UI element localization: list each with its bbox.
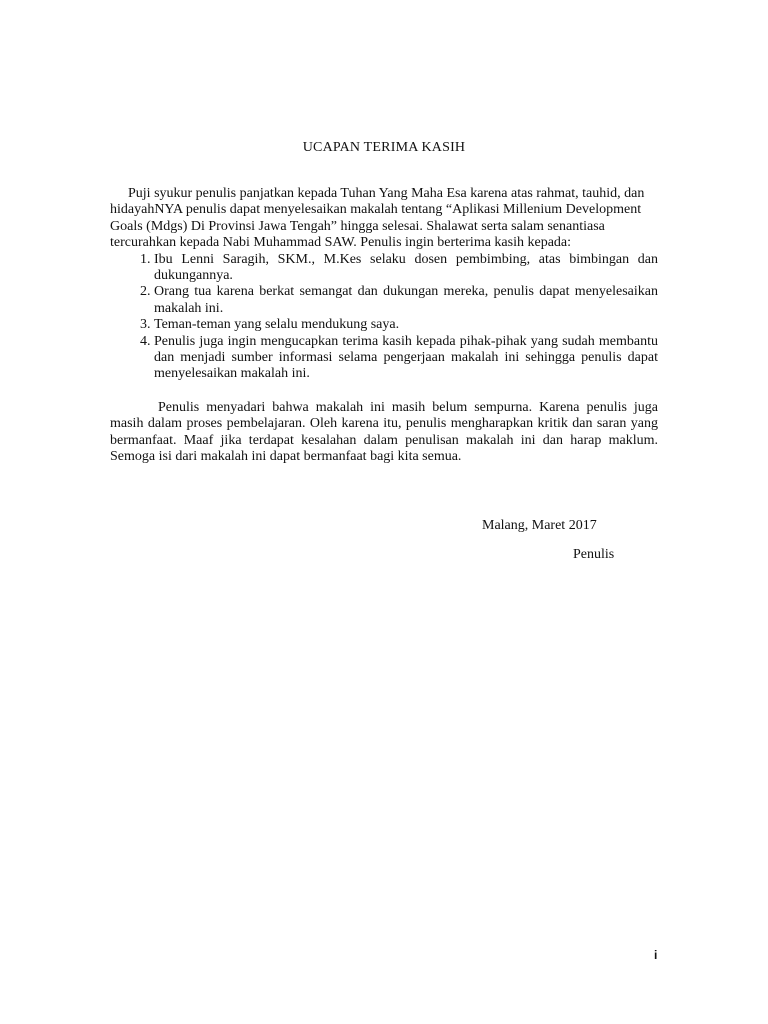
place-date: Malang, Maret 2017 [482, 518, 597, 533]
page-number: i [654, 948, 658, 962]
document-body [110, 186, 658, 466]
author-signature: Penulis [573, 547, 615, 562]
list-item: 1. Ibu Lenni Saragih, SKM., M.Kes selaku dosen pembimbing, atas bimbingan dan dukungannya. [154, 252, 658, 285]
list-item: 4. Penulis juga ingin mengucapkan terima kasih kepada pihak-pihak yang sudah membantu dan menjadi sumber informasi selama pengerjaan makalah ini sehingga penulis dapat menyelesaikan makalah ini. [154, 334, 658, 383]
page-title: UCAPAN TERIMA KASIH [302, 140, 466, 155]
list-item: 2. Orang tua karena berkat semangat dan dukungan mereka, penulis dapat menyelesaikan makalah ini. [154, 284, 658, 317]
list-item: 3. Teman-teman yang selalu mendukung saya. [154, 317, 658, 333]
intro-paragraph: Puji syukur penulis panjatkan kepada Tuhan Yang Maha Esa karena atas rahmat, tauhid, dan hidayahNYA penulis dapat menyelesaikan makalah tentang “Aplikasi Millenium Development Goals (Mdgs) Di Provinsi Jawa Tengah” hingga selesai. Shalawat serta salam senantiasa tercurahkan kepada Nabi Muhammad SAW. Penulis ingin berterima kasih kepada: [110, 186, 645, 251]
thanks-list [110, 252, 658, 383]
closing-paragraph: Penulis menyadari bahwa makalah ini masih belum sempurna. Karena penulis juga masih dalam proses pembelajaran. Oleh karena itu, penulis mengharapkan kritik dan saran yang bermanfaat. Maaf jika terdapat kesalahan dalam penulisan makalah ini dan harap maklum. Semoga isi dari makalah ini dapat bermanfaat bagi kita semua. [110, 399, 658, 465]
